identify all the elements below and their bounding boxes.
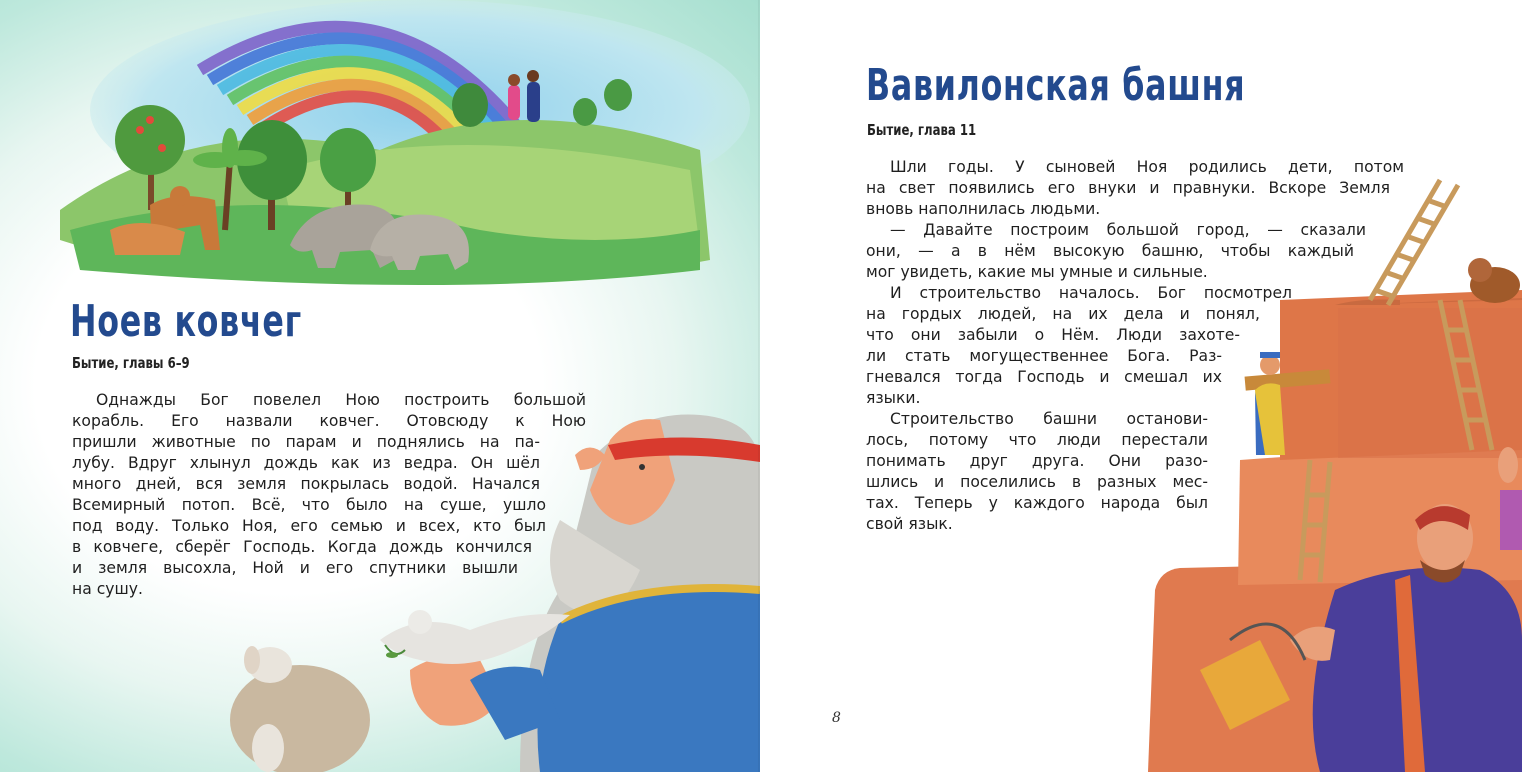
text-line: гневался тогда Господь и смешал их (866, 368, 1222, 386)
text-line: свой язык. (866, 515, 953, 533)
text-line: тах. Теперь у каждого народа был (866, 494, 1208, 512)
text-line: И строительство началось. Бог посмотрел (890, 284, 1292, 302)
noah-landscape-illustration (0, 0, 760, 772)
text-line: Строительство башни останови- (890, 410, 1208, 428)
text-line: на свет появились его внуки и правнуки. Вскоре Земля (866, 179, 1390, 197)
left-page (0, 0, 760, 772)
text-line: мог увидеть, какие мы умные и сильные. (866, 263, 1208, 281)
text-line: в ковчеге, сберёг Господь. Когда дождь кончился (72, 538, 532, 556)
text-line: под воду. Только Ноя, его семью и всех, кто был (72, 517, 546, 535)
text-line: понимать друг друга. Они разо- (866, 452, 1208, 470)
right-page-subtitle: Бытие, глава 11 (867, 121, 977, 139)
text-line: они, — а в нём высокую башню, чтобы каждый (866, 242, 1354, 260)
page-number: 8 (832, 710, 841, 726)
text-line: на сушу. (72, 580, 143, 598)
text-line: шлись и поселились в разных мес- (866, 473, 1208, 491)
text-line: Всемирный потоп. Всё, что было на суше, ушло (72, 496, 546, 514)
right-page-title: Вавилонская башня (866, 60, 1246, 111)
text-line: и земля высохла, Ной и его спутники вышли (72, 559, 518, 577)
text-line: что они забыли о Нём. Люди захоте- (866, 326, 1240, 344)
text-line: на гордых людей, на их дела и понял, (866, 305, 1260, 323)
text-line: лубу. Вдруг хлынул дождь как из ведра. Он шёл (72, 454, 540, 472)
text-line: ли стать могущественнее Бога. Раз- (866, 347, 1222, 365)
text-line: Однажды Бог повелел Ною построить большой (96, 391, 586, 409)
text-line: много дней, вся земля покрылась водой. Начался (72, 475, 540, 493)
text-line: лось, потому что люди перестали (866, 431, 1208, 449)
text-line: вновь наполнилась людьми. (866, 200, 1101, 218)
right-page (760, 0, 1522, 772)
left-page-paragraph (72, 390, 586, 600)
left-page-subtitle: Бытие, главы 6–9 (72, 354, 190, 372)
text-line: языки. (866, 389, 921, 407)
text-line: Шли годы. У сыновей Ноя родились дети, потом (890, 158, 1404, 176)
right-page-paragraph (866, 157, 1406, 535)
text-line: — Давайте построим большой город, — сказали (890, 221, 1366, 239)
text-line: пришли животные по парам и поднялись на па- (72, 433, 540, 451)
left-page-title: Ноев ковчег (70, 296, 302, 347)
text-line: корабль. Его назвали ковчег. Отовсюду к Ною (72, 412, 586, 430)
